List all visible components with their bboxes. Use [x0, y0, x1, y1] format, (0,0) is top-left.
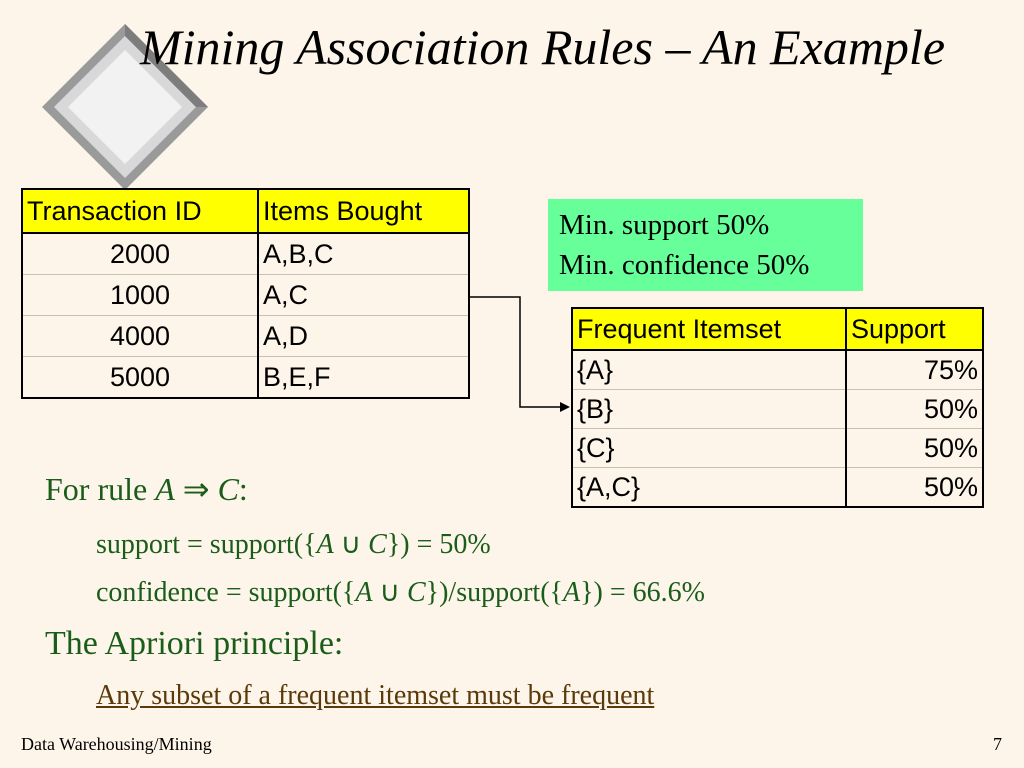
slide-title: Mining Association Rules – An Example: [140, 19, 946, 75]
union-symbol: ∪: [372, 577, 407, 608]
confidence-formula-c: C: [406, 577, 426, 608]
items-bought-cell: A,B,C: [258, 233, 469, 275]
min-support-text: Min. support 50%: [559, 209, 770, 241]
rule-consequent: C: [217, 471, 239, 507]
support-formula-a: A: [316, 529, 334, 560]
column-header-support: Support: [846, 308, 983, 350]
table-row: [22, 357, 469, 399]
support-cell: 50%: [846, 429, 983, 468]
items-bought-cell: A,C: [258, 275, 469, 316]
apriori-heading: The Apriori principle:: [45, 625, 344, 662]
page-number: 7: [993, 734, 1002, 754]
confidence-formula-suffix: }) = 66.6%: [580, 577, 705, 608]
confidence-formula-prefix: confidence = support({: [96, 577, 356, 608]
confidence-formula: [96, 575, 705, 609]
transaction-id-cell: 5000: [22, 357, 258, 399]
itemset-cell: {C}: [572, 429, 846, 468]
rule-prefix: For rule: [45, 471, 156, 507]
min-confidence-text: Min. confidence 50%: [559, 249, 810, 281]
support-formula: [96, 527, 491, 561]
table-row: [22, 275, 469, 316]
transaction-id-cell: 2000: [22, 233, 258, 275]
items-bought-cell: B,E,F: [258, 357, 469, 399]
table-row: [572, 350, 983, 390]
confidence-formula-mid: })/support({: [425, 577, 563, 608]
itemset-cell: {A}: [572, 350, 846, 390]
itemset-cell: {A,C}: [572, 468, 846, 508]
footer-course: Data Warehousing/Mining: [21, 734, 212, 754]
support-formula-suffix: }) = 50%: [386, 529, 491, 560]
implies-symbol: ⇒: [174, 471, 218, 507]
apriori-statement: Any subset of a frequent itemset must be frequent: [96, 680, 655, 711]
rule-heading: [45, 470, 248, 508]
rule-colon: :: [238, 471, 248, 507]
confidence-formula-a2: A: [562, 577, 581, 608]
confidence-formula-a: A: [355, 577, 373, 608]
support-cell: 75%: [846, 350, 983, 390]
itemset-cell: {B}: [572, 390, 846, 429]
items-bought-cell: A,D: [258, 316, 469, 357]
support-cell: 50%: [846, 468, 983, 508]
column-header-transaction-id: Transaction ID: [22, 189, 258, 233]
frequent-itemset-table: [571, 307, 984, 508]
rule-antecedent: A: [155, 471, 175, 507]
support-formula-c: C: [368, 529, 387, 560]
support-cell: 50%: [846, 390, 983, 429]
transactions-table: [21, 188, 470, 399]
union-symbol: ∪: [333, 529, 369, 560]
support-formula-prefix: support = support({: [96, 529, 317, 560]
table-row: [22, 233, 469, 275]
column-header-items-bought: Items Bought: [258, 189, 469, 233]
table-row: [22, 316, 469, 357]
column-header-frequent-itemset: Frequent Itemset: [572, 308, 846, 350]
transaction-id-cell: 4000: [22, 316, 258, 357]
threshold-box: [548, 199, 863, 291]
transaction-id-cell: 1000: [22, 275, 258, 316]
table-row: [572, 468, 983, 508]
table-row: [572, 429, 983, 468]
table-row: [572, 390, 983, 429]
